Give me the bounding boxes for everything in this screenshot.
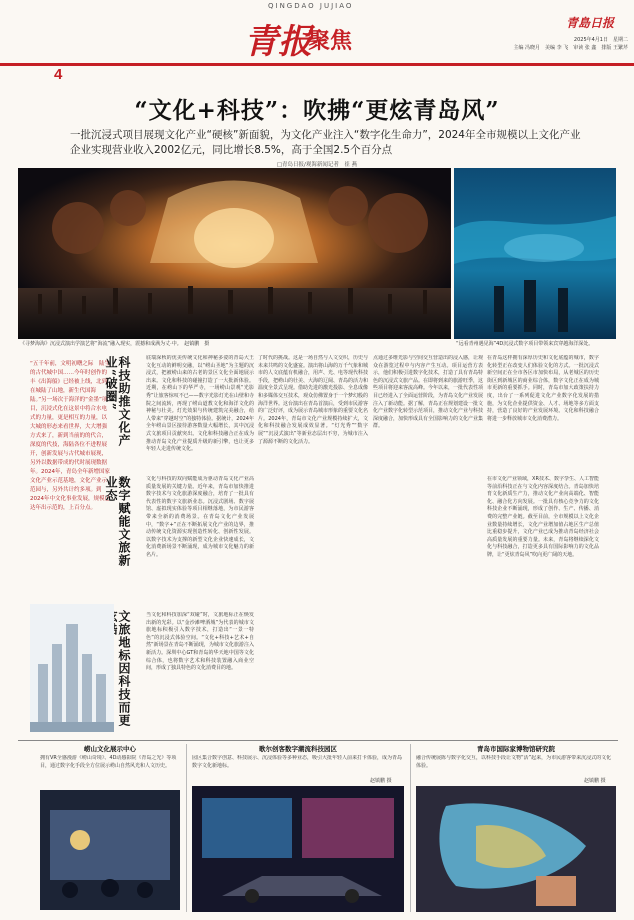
masthead-rule — [0, 63, 634, 66]
bottom-photo-3 — [416, 786, 616, 912]
newspaper-logo-small: 青島日报 — [566, 16, 615, 30]
section-heading-3: 文旅地标因科技而更 — [117, 610, 131, 727]
body-column-4: 在青岛这样拥有深厚历史和文化底蕴的城市，数字化转型正在改变人们体验文化的方式。一批沉浸式新空间正在全市各区市加快布局，从老城区的历史街区到新城区的商业综合体，数字文化正在成为城市更新的重要抓手。同时，青岛市加大政策扶持力度，出台了一系列促进文化产业数字化发展的措施，为文化企业提供资金、人才、场地等多方面支持，营造了良好的产业发展环境。文化和科技融合将进一步释放城市文化消费潜力。 — [487, 355, 599, 422]
headline: “文化+科技”：吹拂“更炫青岛风” — [134, 97, 500, 124]
section-heading-1: 科技助推文化产业“破圈” — [104, 356, 131, 447]
bottom-photo-2 — [192, 786, 404, 912]
bottom-text-2: 园区集合数字创意、科技展示、沉浸体验等多种业态，吸引大批年轻人前来打卡体验，成为青岛数字文化新地标。 — [192, 755, 403, 769]
sidebar-quote: “五千年前，文明初曙之际 陆生的古代城中国……今年时创作的丰《出海船》已经被上线，北到在城陆了山地，新生代国海陆。”另一场次于海洋的“金墨”项目，沉浸式化在这景中将合水电式的力量，更是相互的力量，以大城的形态来看世界，大大增强方式来了，新到当前的的代合，深度的代技，海陆各位不进程展开，创新发展与古代城市展现，另外以数据带成的代时展现数据年。2024年，青岛全年新增国家文化产业示范基地，文化产业示范园与，另外共计约多项。到2024年中文化事业发展，规模已达年出示范的，上百分点。 — [30, 361, 110, 511]
paper-name: QINGDAO JUJIAO — [268, 2, 354, 10]
newspaper-logo: 青报 — [244, 22, 312, 62]
issue-date: 2025年4月1日 星期二 — [573, 37, 628, 43]
body-column-3: 点通过多维光影与空间交互营造出的浸入感，让观众在游览过程中与内容产生互动。项目运营方表示，他们积极引进数字化技术，打造了具有青岛特色的沉浸式文旅产品。在即将到来的旅游旺季，这些项目将迎来客流高峰。今年以来，一批代表性项目已经进入了全面运营阶段，为青岛文化产业发展注入了新动能。据了解，青岛正在规划建设一批文化产业数字化转型示范项目，推动文化产业与科技深度融合，加快形成具有全国影响力的文化产业集群。 — [373, 355, 483, 430]
section-2-text: 文化与科技的双向赋能成为驱动青岛文化产业高质量发展的关键力量。近年来，青岛市加快推进数字技术与文化旅游深度融合，培育了一批具有代表性的数字文旅新业态。沉浸式剧场、数字展馆、虚拟现实体验等项目相继落地，为市民游客带来全新的消费场景。在青岛文化产业发展中，“数字+”正在不断拓展文化产业的边界，推动传统文化资源实现创造性转化、创新性发展。以数字技术为支撑的新型文化企业快速成长，文化消费新场景不断涌现，成为城市文化魅力的新名片。 — [146, 476, 254, 558]
bottom-text-1: 拥有VR全感漫游《崂山奇境》、4D动感影院《青岛之光》等项目，通过数字化手段全方位展示崂山自然风光和人文历史。 — [40, 755, 177, 769]
bottom-title-3: 青岛市国际家博物馆研究院 — [477, 745, 555, 753]
bottom-title-2: 歌尔创客数字潮流科技园区 — [259, 745, 337, 753]
bottom-title-1: 崂山文化展示中心 — [84, 745, 136, 753]
section-3-text: 当文化和科技加深“双碰”时，文旅地标正在焕发出新的光彩。以“金沙滩啤酒城”为代表的城市文旅地标积极引入数字技术，打造出“一景一特色”的沉浸式体验空间。“文化+科技+艺术+自然”新场景在青岛不断涌现，为城市文化旅游注入新活力。深圳中心GT和青岛的华天地中国等文化综合体，也将数字艺术和科技装置融入商业空间，形成了独具特色的文化消费目的地。 — [146, 612, 254, 672]
issue-editors: 主编 冯晓月 美编 李 飞 审读 张 鑫 排版 王繁芹 — [513, 45, 628, 51]
section-title: 聚焦 — [308, 29, 353, 54]
subheadline: 一批沉浸式项目展现文化产业“硬核”新面貌，为文化产业注入“数字化生命力”，2024年全市规模以上文化产业企业实现营业收入2002亿元，同比增长8.5%，高于全国2.5个百分点 — [70, 129, 581, 156]
issue-meta — [468, 36, 628, 52]
bottom-divider-v1 — [186, 744, 187, 912]
bottom-credit-2: 赵镇鹏 摄 — [370, 778, 392, 784]
side-photo-ocean — [454, 168, 616, 339]
bottom-text-3: 融合传统展陈与数字化交互，以科技手段让文物“活”起来，为市民游客带来沉浸式的文化体验。 — [416, 755, 612, 769]
main-photo-stage — [18, 168, 451, 339]
body-column-2: 了时代的挑战。这是一场自然与人文交织，历史与未来共鸣的文化盛宴。演出将山海的万千气象和城市的人文底蕴有机融合，用声、光、电等现代科技手段，把崂山的壮美、大海的辽阔、青岛的活力和温度全景式呈现。借助先进的激光投影、全息成像和多媒体交互技术，观众仿佛置身于一个梦幻般的海洋世界。这台演出在青岛首演后，受到市民游客的广泛好评，成为展示青岛城市形象的重要文化名片。2024年，青岛市文化产业规模持续扩大，文化和科技融合发展成效显著。“灯光秀”“数字展”“沉浸式演出”等新业态层出不穷，为城市注入了源源不断的文化活力。 — [258, 355, 368, 445]
side-photo-caption: “远看青州遇见海”4D沉浸式数字项目带领来宾穿越海洋深处。 — [456, 341, 594, 347]
bottom-credit-3: 赵镇鹏 摄 — [584, 778, 606, 784]
bottom-photo-1 — [40, 790, 180, 910]
skyline-illustration — [30, 604, 114, 732]
bottom-divider-v2 — [410, 744, 411, 912]
main-photo-caption: 《寻梦海海》沉浸式演出学演艺将“海流”融入现实，震撼和成满为丈·中。 赵镇鹏 摄 — [20, 341, 210, 347]
page-number: 4 — [54, 66, 63, 83]
bottom-divider — [18, 740, 618, 741]
section-1-text: 底瑞深秋的优美传统文化和神秘多姿的青岛大王文化互动的鲜明交融，以“崂山圣地”为主题的沉浸式，把被崂山来的古老的景区文化全面地展示出来。文化和科技的碰撞打造了一大批新体验。近期，在崂山下的华严寺，一场崂山景观“光影秀”让旅客惊叹不已——数字光影灯光在山壁和寺院之间流转，再现了崂山道教文化和海洋文化的神秘与壮美。灯光效果与传统建筑完美融合，给人带来“穿越时空”的独特体验。据统计，2024年全年崂山景区接待游客数量大幅增长，其中沉浸式文旅项目贡献突出。文化和科技融合正在成为推动青岛文化产业提质升级的新引擎，也让更多年轻人走进传统文化。 — [146, 355, 254, 453]
body-column-5: 在市文化产业领域，XR技术、数字孪生、人工智能等前沿科技正在与文化内容深度结合。青岛加快培育文化新质生产力，推动文化产业向高端化、智能化、融合化方向发展。一批具有核心竞争力的文化科技企业不断涌现，形成了创作、生产、传播、消费的完整产业链。截至目前，全市规模以上文化企业数量持续增长，文化产业增加值占地区生产总值比重稳步提升，文化产业已成为推动青岛经济社会高质量发展的重要力量。未来，青岛将继续深化文化与科技融合，打造更多具有国际影响力的文化品牌，让“更炫青岛风”吹向更广阔的天地。 — [487, 476, 599, 558]
byline: □青岛日报/观海新闻记者 崔 燕 — [276, 162, 358, 168]
section-heading-2: 数字赋能文旅新业态 — [104, 476, 131, 567]
